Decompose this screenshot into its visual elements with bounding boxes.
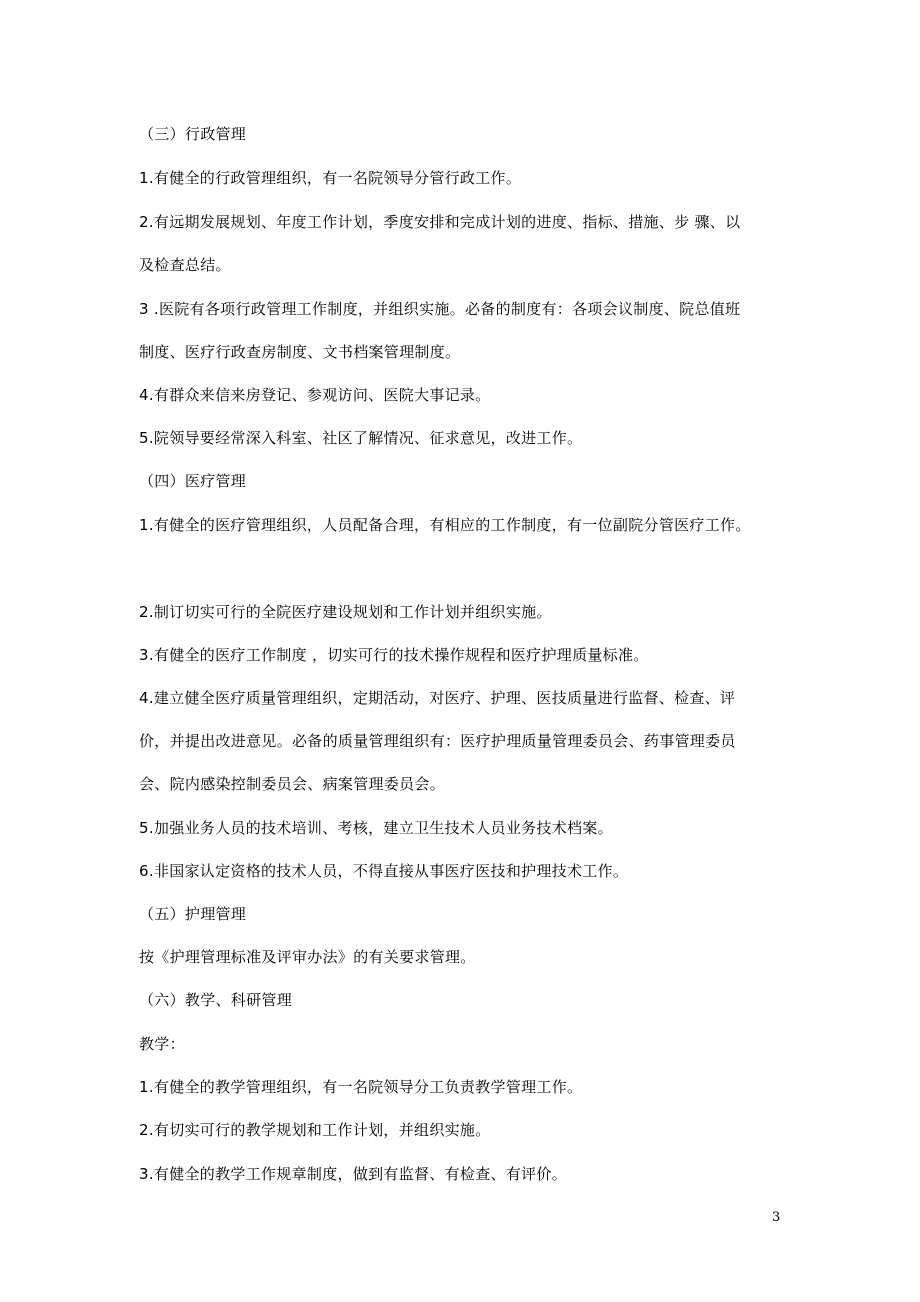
- paragraph-line: 价，并提出改进意见。必备的质量管理组织有：医疗护理质量管理委员会、药事管理委员: [139, 732, 736, 750]
- paragraph-line: 3.有健全的教学工作规章制度，做到有监督、有检查、有评价。: [139, 1165, 568, 1183]
- paragraph-line: 4.建立健全医疗质量管理组织，定期活动，对医疗、护理、医技质量进行监督、检查、评: [139, 689, 736, 707]
- paragraph-line: 按《护理管理标准及评审办法》的有关要求管理。: [139, 948, 476, 966]
- paragraph-line: 3 .医院有各项行政管理工作制度，并组织实施。必备的制度有：各项会议制度、院总值班: [139, 300, 741, 318]
- section-heading-administration: （三）行政管理: [139, 125, 247, 143]
- paragraph-line: 1.有健全的行政管理组织，有一名院领导分管行政工作。: [139, 169, 522, 187]
- paragraph-line: 6.非国家认定资格的技术人员，不得直接从事医疗医技和护理技术工作。: [139, 862, 629, 880]
- paragraph-line: 制度、医疗行政查房制度、文书档案管理制度。: [139, 343, 461, 361]
- paragraph-line: 1.有健全的教学管理组织，有一名院领导分工负责教学管理工作。: [139, 1078, 583, 1096]
- paragraph-line: 2.制订切实可行的全院医疗建设规划和工作计划并组织实施。: [139, 603, 552, 621]
- paragraph-line: 5.加强业务人员的技术培训、考核，建立卫生技术人员业务技术档案。: [139, 819, 613, 837]
- paragraph-line: 2.有远期发展规划、年度工作计划，季度安排和完成计划的进度、指标、措施、步 骤、以: [139, 213, 741, 231]
- subheading-teaching: 教学：: [139, 1035, 185, 1053]
- paragraph-line: 3.有健全的医疗工作制度 ，切实可行的技术操作规程和医疗护理质量标准。: [139, 646, 649, 664]
- paragraph-line: 1.有健全的医疗管理组织，人员配备合理，有相应的工作制度，有一位副院分管医疗工作。: [139, 516, 751, 534]
- paragraph-line: 会、院内感染控制委员会、病案管理委员会。: [139, 775, 446, 793]
- paragraph-line: 4.有群众来信来房登记、参观访问、医院大事记录。: [139, 386, 491, 404]
- section-heading-nursing: （五）护理管理: [139, 905, 247, 923]
- paragraph-line: 5.院领导要经常深入科室、社区了解情况、征求意见，改进工作。: [139, 429, 583, 447]
- paragraph-line: 2.有切实可行的教学规划和工作计划，并组织实施。: [139, 1121, 491, 1139]
- page-number: 3: [772, 1210, 781, 1225]
- paragraph-line: 及检查总结。: [139, 256, 231, 274]
- section-heading-teaching-research: （六）教学、科研管理: [139, 991, 293, 1009]
- section-heading-medical: （四）医疗管理: [139, 472, 247, 490]
